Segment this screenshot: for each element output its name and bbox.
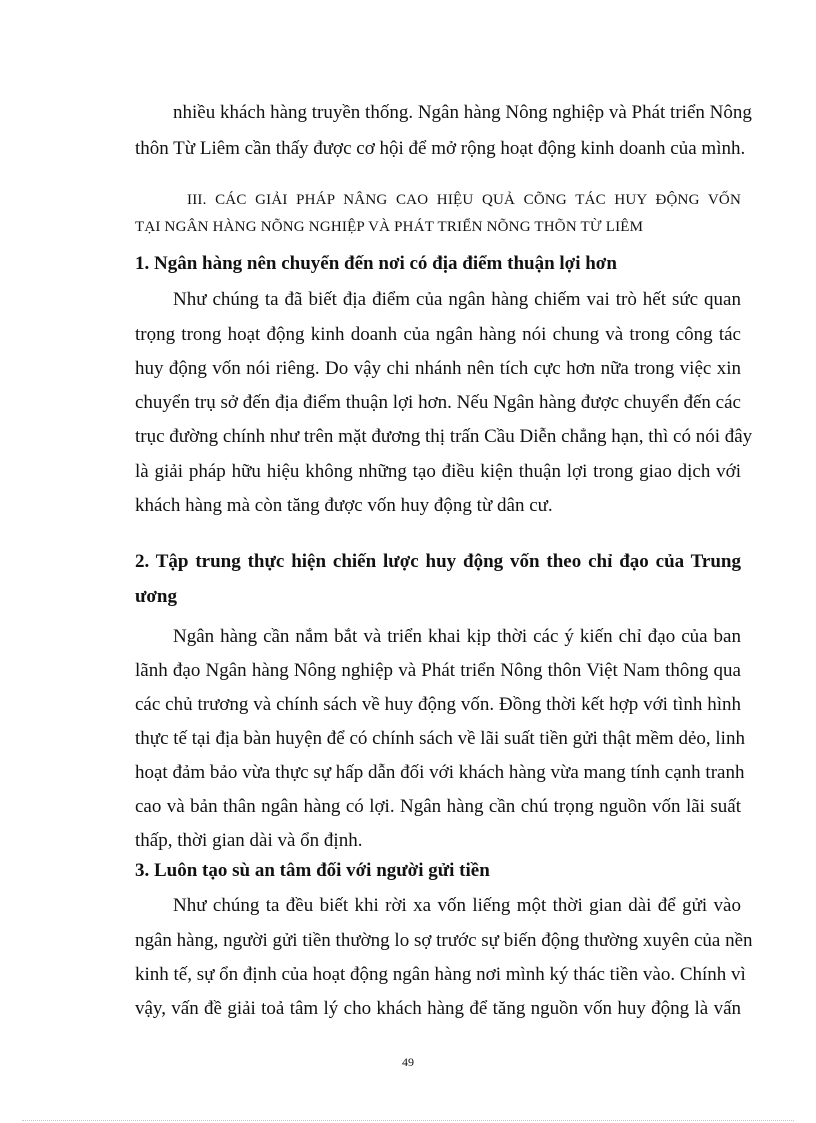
paragraph-line: Ngân hàng cần nắm bắt và triển khai kịp thời các ý kiến chỉ đạo của ban [173,626,741,647]
paragraph-line: thấp, thời gian dài và ổn định. [135,830,363,851]
paragraph-line: trọng trong hoạt động kinh doanh của ngân hàng nói chung và trong công tác [135,324,741,345]
paragraph-line: kinh tế, sự ổn định của hoạt động ngân hàng nơi mình ký thác tiền vào. Chính vì [135,964,746,985]
paragraph-line: lãnh đạo Ngân hàng Nông nghiệp và Phát triển Nông thôn Việt Nam thông qua [135,660,741,681]
paragraph-line: Như chúng ta đã biết địa điểm của ngân hàng chiếm vai trò hết sức quan [173,289,741,310]
section-title-line: TẠI NGÂN HÀNG NÕNG NGHIỆP VÀ PHÁT TRIỂN NÕNG THÕN TỪ LIÊM [135,219,644,235]
item-heading: 1. Ngân hàng nên chuyển đến nơi có địa điểm thuận lợi hơn [135,253,617,274]
paragraph-line: cao và bản thân ngân hàng có lợi. Ngân hàng cần chú trọng nguồn vốn lãi suất [135,796,741,817]
paragraph-line: chuyển trụ sở đến địa điểm thuận lợi hơn. Nếu Ngân hàng được chuyển đến các [135,392,741,413]
paragraph-line: khách hàng mà còn tăng được vốn huy động từ dân cư. [135,495,553,516]
item-heading: ương [135,586,177,607]
page-number: 49 [402,1055,414,1069]
paragraph-line: huy động vốn nói riêng. Do vậy chi nhánh nên tích cực hơn nữa trong việc xin [135,358,741,379]
section-title-line: III. CÁC GIẢI PHÁP NÂNG CAO HIỆU QUẢ CÕNG TÁC HUY ĐỘNG VỐN [187,192,741,208]
intro-line: thôn Từ Liêm cần thấy được cơ hội để mở rộng hoạt động kinh doanh của mình. [135,138,746,159]
paragraph-line: Như chúng ta đều biết khi rời xa vốn liếng một thời gian dài để gửi vào [173,895,741,916]
intro-line: nhiều khách hàng truyền thống. Ngân hàng Nông nghiệp và Phát triển Nông [173,102,752,123]
paragraph-line: thực tế tại địa bàn huyện để có chính sách về lãi suất tiền gửi thật mềm dẻo, linh [135,728,745,749]
paragraph-line: hoạt đảm bảo vừa thực sự hấp dẫn đối với khách hàng vừa mang tính cạnh tranh [135,762,745,783]
paragraph-line: là giải pháp hữu hiệu không những tạo điều kiện thuận lợi trong giao dịch với [135,461,741,482]
item-heading: 2. Tập trung thực hiện chiến lược huy động vốn theo chỉ đạo của Trung [135,551,741,572]
paragraph-line: vậy, vấn đề giải toả tâm lý cho khách hàng để tăng nguồn vốn huy động là vấn [135,998,741,1019]
paragraph-line: trục đường chính như trên mặt đương thị trấn Cầu Diễn chẳng hạn, thì có nói đây [135,426,753,447]
item-heading: 3. Luôn tạo sù an tâm đối với người gửi tiền [135,860,490,881]
paragraph-line: ngân hàng, người gửi tiền thường lo sợ trước sự biến động thường xuyên của nền [135,930,753,951]
paragraph-line: các chủ trương và chính sách về huy động vốn. Đồng thời kết hợp với tình hình [135,694,741,715]
page-edge-divider [22,1120,794,1121]
